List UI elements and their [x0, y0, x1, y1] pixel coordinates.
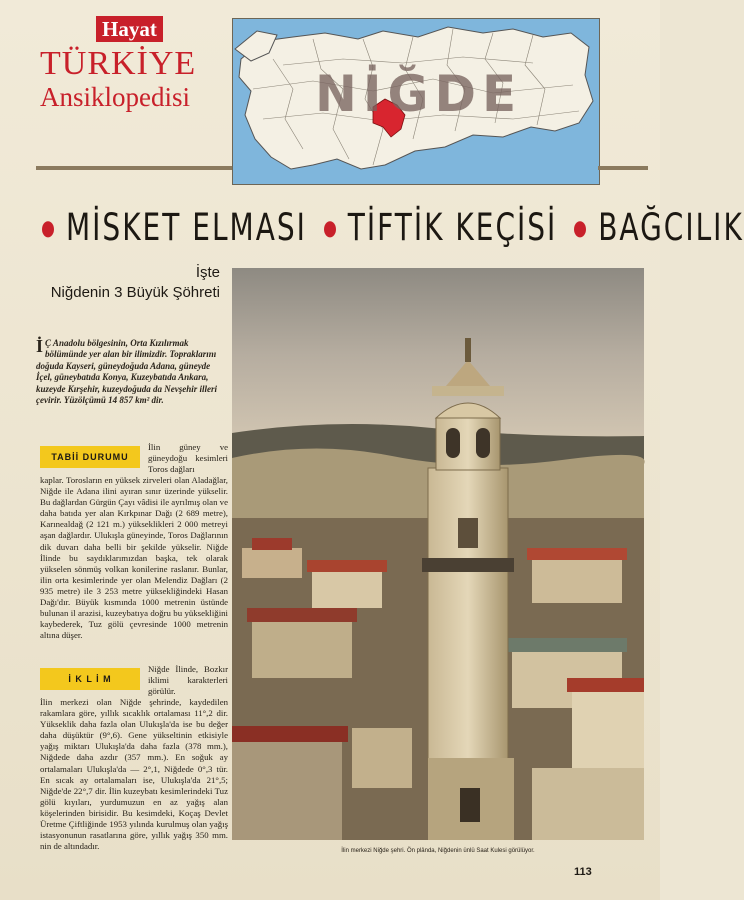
subheadline [28, 263, 220, 303]
subheadline-line1: İşte [195, 264, 220, 281]
iklim-lead: Niğde İlinde, Bozkır iklimi karakterleri görülür. [148, 664, 228, 697]
divider-rule [598, 166, 648, 170]
masthead [28, 16, 228, 112]
divider-rule [36, 166, 232, 170]
intro-paragraph [36, 338, 228, 406]
city-photo [232, 268, 644, 840]
section-label-tabii: TABİİ DURUMU [40, 446, 140, 468]
tabii-text: kaplar. Torosların en yüksek zirveleri olan Aladağlar, Niğde ile Adana ilini ayıran sınır üzerinde yükselir. Bu dağlardan Gürgün Çayı vâdisi ile ayrılmış olan ve daha batıda yer alan Kırkpınar Dağı (2 689 metre), Karınealdağ (2 121 m.) yükseklikleri 2 000 metreyi aşan dağlardır. Ulukışla güneyinde, Toros Dağlarının dik duvarı daha belli bir şekilde yükselir. Niğde İlinde bu saydıklarımızdan başka, tek olarak yükselen sönmüş volkan konilerine raslanır. Bunlar, ilin orta kesimlerinde yer olan Melendiz Dağları (2 935 metre) ile 3 253 metre yüksekliğindeki Hasan Dağı'dır. Büyük kısmında 1000 metrenin üstünde bulunan il arazisi, kuzeybatıya doğru bu yüksekliğini kaybederek, Tuz gölü çevresinde 1000 metrenin altına düşer. [40, 475, 228, 641]
subheadline-line2: Niğdenin 3 Büyük Şöhreti [50, 284, 220, 301]
drop-cap: İ [36, 336, 44, 356]
map-title: NİĞDE [315, 65, 523, 123]
headline-item: BAĞCILIK [598, 205, 744, 250]
turkey-map [232, 18, 600, 185]
photo-caption: İlin merkezi Niğde şehri. Ön plânda, Niğdenin ünlü Saat Kulesi görülüyor. [341, 848, 535, 854]
section-label-iklim: İ K L İ M [40, 668, 140, 690]
masthead-turkiye: TÜRKİYE [40, 45, 197, 82]
bullet-dot [42, 221, 54, 237]
tabii-lead: İlin güney ve güneydoğu kesimleri Toros dağları [148, 442, 228, 475]
masthead-ansiklopedisi: Ansiklopedisi [40, 82, 191, 112]
iklim-text: İlin merkezi olan Niğde şehrinde, kaydedilen rakamlara göre, yıllık sıcaklık ortalaması 11°,2 dir. Yükseklik daha fazla olan Ulukışla'da ise bu değer daha düşüktür (9°,6). Gene yükseltinin etkisiyle yağış miktarı Ulukışla'da daha fazla (378 mm.), Niğdede daha azdır (357 mm.). En soğuk ay ortalamaları Ulukışla'da — 2°,1, Niğdede 0°,3 tür. En sıcak ay ortalamaları ise, Ulukışla'da 21°,5; Niğde'de 22°,7 dir. İlin kuzeybatı kesimlerindeki Tuz gölü kıyıları, yurdumuzun en az yağış alan köşelerinden birisidir. Bu kesimdeki, Koçaş Devlet Üretme Çiftliğinde 1953 yılında kurulmuş olan yağış istasyonunun rasatlarına göre, yıllık yağış 350 mm. nin de altındadır. [40, 697, 228, 852]
hayat-logo: Hayat [96, 16, 163, 42]
intro-text: Ç Anadolu bölgesinin, Orta Kızılırmak bölümünde yer alan bir ilimizdir. Topraklarını doğuda Kayseri, güneydoğuda Adana, güneyde İçel, güneybatıda Konya, Kuzeybatıda Ankara, kuzeyde Kırşehir, kuzeydoğuda da Nevşehir illeri çevirir. Yüzölçümü 14 857 km² dir. [36, 338, 218, 406]
headline-item: MİSKET ELMASI [66, 205, 307, 250]
bullet-dot [324, 221, 336, 237]
bullet-dot [574, 221, 586, 237]
page-number: 113 [574, 866, 592, 878]
headline-item: TİFTİK KEÇİSİ [347, 205, 558, 250]
clock-tower-photo [232, 268, 644, 840]
